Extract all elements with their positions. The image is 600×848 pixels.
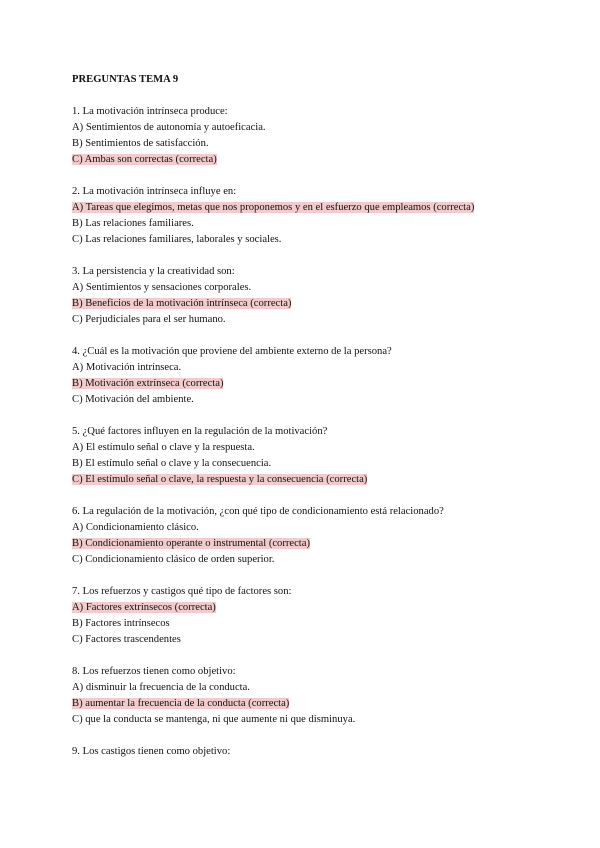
option-b: B) El estímulo señal o clave y la consecuencia. (72, 458, 272, 469)
option-a: A) Condicionamiento clásico. (72, 522, 199, 533)
question-text: 9. Los castigos tienen como objetivo: (72, 746, 231, 757)
document-content (72, 72, 528, 776)
option-c: C) Perjudiciales para el ser humano. (72, 314, 226, 325)
question-text: 2. La motivación intrínseca influye en: (72, 186, 237, 197)
option-c: C) Factores trascendentes (72, 634, 181, 645)
option-c: C) Motivación del ambiente. (72, 394, 194, 405)
question-9 (72, 744, 528, 760)
option-b-correct (72, 296, 528, 312)
question-text: 3. La persistencia y la creatividad son: (72, 266, 235, 277)
option-a: A) El estímulo señal o clave y la respuesta. (72, 442, 255, 453)
question-6 (72, 504, 528, 568)
option-a-correct (72, 200, 528, 216)
question-text: 1. La motivación intrínseca produce: (72, 106, 228, 117)
question-text: 5. ¿Qué factores influyen en la regulación de la motivación? (72, 426, 328, 437)
correct-highlight: B) aumentar la frecuencia de la conducta (correcta) (72, 698, 290, 709)
option-c: C) que la conducta se mantenga, ni que aumente ni que disminuya. (72, 714, 356, 725)
option-c-correct (72, 472, 528, 488)
question-2 (72, 184, 528, 248)
question-4 (72, 344, 528, 408)
option-a: A) Sentimientos y sensaciones corporales. (72, 282, 252, 293)
option-a: A) Sentimientos de autonomía y autoeficacia. (72, 122, 266, 133)
correct-highlight: B) Condicionamiento operante o instrumental (correcta) (72, 538, 310, 549)
question-text: 4. ¿Cuál es la motivación que proviene del ambiente externo de la persona? (72, 346, 392, 357)
correct-highlight: B) Motivación extrínseca (correcta) (72, 378, 224, 389)
correct-highlight: C) El estímulo señal o clave, la respuesta y la consecuencia (correcta) (72, 474, 368, 485)
option-b-correct (72, 696, 528, 712)
option-a: A) Motivación intrínseca. (72, 362, 182, 373)
question-text: 6. La regulación de la motivación, ¿con qué tipo de condicionamiento está relacionado? (72, 506, 444, 517)
question-8 (72, 664, 528, 728)
option-b: B) Las relaciones familiares. (72, 218, 194, 229)
question-text: 7. Los refuerzos y castigos qué tipo de factores son: (72, 586, 292, 597)
correct-highlight: C) Ambas son correctas (correcta) (72, 154, 217, 165)
correct-highlight: A) Factores extrínsecos (correcta) (72, 602, 216, 613)
option-b: B) Factores intrínsecos (72, 618, 170, 629)
option-b: B) Sentimientos de satisfacción. (72, 138, 209, 149)
question-5 (72, 424, 528, 488)
option-a: A) disminuir la frecuencia de la conducta. (72, 682, 250, 693)
correct-highlight: A) Tareas que elegimos, metas que nos proponemos y en el esfuerzo que empleamos (correcta) (72, 202, 475, 213)
option-b-correct (72, 376, 528, 392)
option-a-correct (72, 600, 528, 616)
option-c: C) Las relaciones familiares, laborales y sociales. (72, 234, 282, 245)
option-c: C) Condicionamiento clásico de orden superior. (72, 554, 275, 565)
question-3 (72, 264, 528, 328)
option-b-correct (72, 536, 528, 552)
question-1 (72, 104, 528, 168)
document-title: PREGUNTAS TEMA 9 (72, 74, 179, 85)
option-c-correct (72, 152, 528, 168)
question-7 (72, 584, 528, 648)
correct-highlight: B) Beneficios de la motivación intrínseca (correcta) (72, 298, 292, 309)
question-text: 8. Los refuerzos tienen como objetivo: (72, 666, 236, 677)
